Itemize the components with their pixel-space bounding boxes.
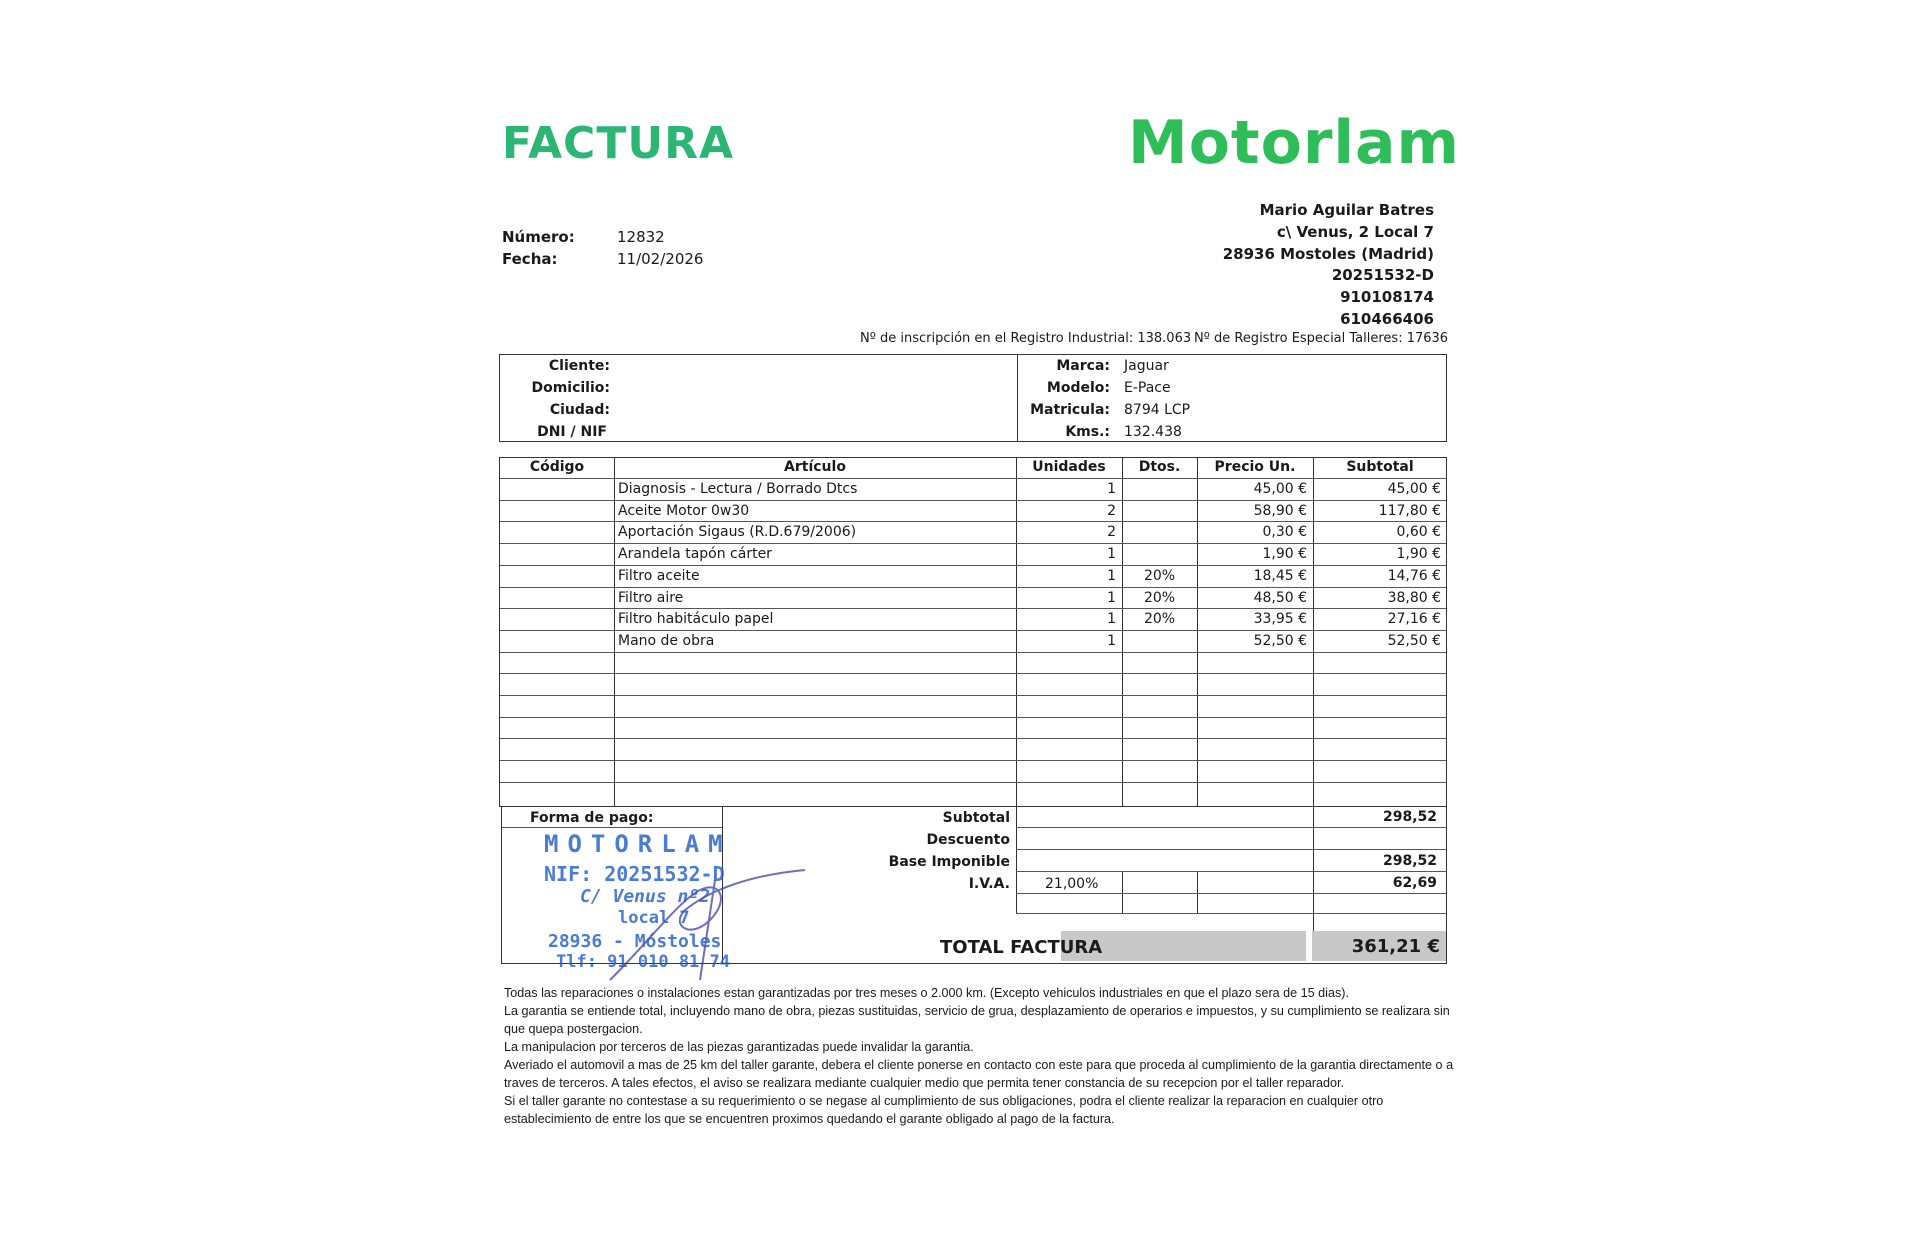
stamp-line: local 7 [618,908,690,928]
row-precio: 45,00 € [1253,481,1307,497]
row-subtotal: 45,00 € [1387,481,1441,497]
row-unidades: 2 [1107,524,1116,540]
company-line: 20251532-D [1331,266,1434,285]
row-articulo: Diagnosis - Lectura / Borrado Dtcs [618,481,858,497]
row-unidades: 1 [1107,633,1116,649]
row-unidades: 1 [1107,568,1116,584]
row-articulo: Aportación Sigaus (R.D.679/2006) [618,524,857,540]
modelo-label: Modelo: [1046,380,1110,396]
registro-industrial: Nº de inscripción en el Registro Industrial: 138.063 [860,331,1192,346]
row-dto: 20% [1143,611,1176,627]
kms-value: 132.438 [1124,424,1182,440]
row-subtotal: 38,80 € [1387,590,1441,606]
row-subtotal: 117,80 € [1378,503,1441,519]
terms-paragraph: La garantia se entiende total, incluyendo mano de obra, piezas sustituidas, servicio de grua, desplazamiento de operarios e impuestos, y su cumplimiento se realizara sin que quepa postergacion. [504,1004,1450,1036]
header-subtotal: Subtotal [1346,459,1414,475]
stamp-line: MOTORLAM [544,830,732,858]
fecha-value: 11/02/2026 [617,250,704,268]
iva-value: 62,69 [1392,875,1437,891]
row-unidades: 1 [1107,481,1116,497]
row-precio: 18,45 € [1253,568,1307,584]
row-unidades: 2 [1107,503,1116,519]
row-unidades: 1 [1107,546,1116,562]
company-stamp [540,830,800,970]
descuento-label: Descuento [926,832,1010,848]
row-subtotal: 27,16 € [1387,611,1441,627]
stamp-line: 28936 - Móstoles [548,931,722,952]
iva-rate: 21,00% [1045,876,1099,892]
row-articulo: Arandela tapón cárter [618,546,772,562]
kms-label: Kms.: [1065,424,1110,440]
row-subtotal: 0,60 € [1396,524,1441,540]
stamp-line: Tlf: 91 010 81 74 [556,952,730,972]
company-logo: Motorlam [1128,108,1460,178]
row-dto: 20% [1143,568,1176,584]
row-articulo: Filtro habitáculo papel [618,611,774,627]
matricula-label: Matricula: [1030,402,1110,418]
row-unidades: 1 [1107,611,1116,627]
row-precio: 48,50 € [1253,590,1307,606]
company-line: Mario Aguilar Batres [1259,201,1434,219]
terms-paragraph: Todas las reparaciones o instalaciones estan garantizadas por tres meses o 2.000 km. (Excepto vehiculos industriales en que el plazo sera de 15 dias). [504,986,1349,1000]
numero-value: 12832 [617,228,665,246]
stamp-line: C/ Venus nº2 [580,886,711,907]
base-label: Base Imponible [888,854,1010,870]
row-precio: 58,90 € [1253,503,1307,519]
forma-pago-label: Forma de pago: [530,810,654,826]
row-articulo: Aceite Motor 0w30 [618,503,750,519]
cliente-label: Cliente: [548,358,610,374]
row-articulo: Filtro aceite [618,568,700,584]
iva-label: I.V.A. [968,876,1010,892]
domicilio-label: Domicilio: [531,380,610,396]
marca-value: Jaguar [1124,358,1169,374]
terms-paragraph: La manipulacion por terceros de las piezas garantizadas puede invalidar la garantia. [504,1040,974,1054]
row-articulo: Mano de obra [618,633,715,649]
row-precio: 0,30 € [1262,524,1307,540]
invoice-title: FACTURA [502,118,735,169]
header-dtos: Dtos. [1138,459,1181,475]
row-subtotal: 14,76 € [1387,568,1441,584]
row-precio: 33,95 € [1253,611,1307,627]
subtotal-label: Subtotal [942,810,1010,826]
matricula-value: 8794 LCP [1124,402,1191,418]
warranty-terms [504,984,1454,1128]
modelo-value: E-Pace [1124,380,1171,396]
dni-label: DNI / NIF [537,424,607,440]
stamp-line: NIF: 20251532-D [544,862,725,886]
total-label: TOTAL FACTURA [940,937,1103,958]
registro-talleres: Nº de Registro Especial Talleres: 17636 [1194,331,1449,346]
marca-label: Marca: [1056,358,1110,374]
company-line: c\ Venus, 2 Local 7 [1276,222,1434,241]
ciudad-label: Ciudad: [549,402,610,418]
row-precio: 1,90 € [1262,546,1307,562]
header-unidades: Unidades [1032,459,1106,475]
row-precio: 52,50 € [1253,633,1307,649]
total-value: 361,21 € [1351,936,1440,957]
numero-label: Número: [502,228,575,246]
base-value: 298,52 [1382,853,1437,869]
client-box [499,354,1447,442]
subtotal-value: 298,52 [1382,809,1437,825]
row-articulo: Filtro aire [618,590,684,606]
header-articulo: Artículo [784,459,846,475]
row-subtotal: 1,90 € [1396,546,1441,562]
terms-paragraph: Si el taller garante no contestase a su requerimiento o se negase al cumplimiento de sus obligaciones, podra el cliente realizar la reparacion en cualquier otro establecimiento de entre los que se encuentren proximos quedando el garante obligado al pago de la factura. [504,1094,1384,1126]
company-address [1223,200,1434,331]
header-precio: Precio Un. [1214,459,1296,475]
row-subtotal: 52,50 € [1387,633,1441,649]
company-line: 28936 Mostoles (Madrid) [1222,244,1434,263]
signature-drawing [540,830,840,990]
company-line: 910108174 [1340,288,1434,307]
terms-paragraph: Averiado el automovil a mas de 25 km del taller garante, debera el cliente ponerse en contacto con este para que proceda al cumplimiento de la garantia directamente o a traves de terceros. A tales efectos, el aviso se realizara mediante cualquier medio que permita tener constancia de su recepcion por el taller reparador. [504,1058,1454,1090]
row-unidades: 1 [1107,590,1116,606]
fecha-label: Fecha: [502,250,558,268]
header-codigo: Código [529,459,585,475]
company-line: 610466406 [1340,309,1434,328]
row-dto: 20% [1143,590,1176,606]
